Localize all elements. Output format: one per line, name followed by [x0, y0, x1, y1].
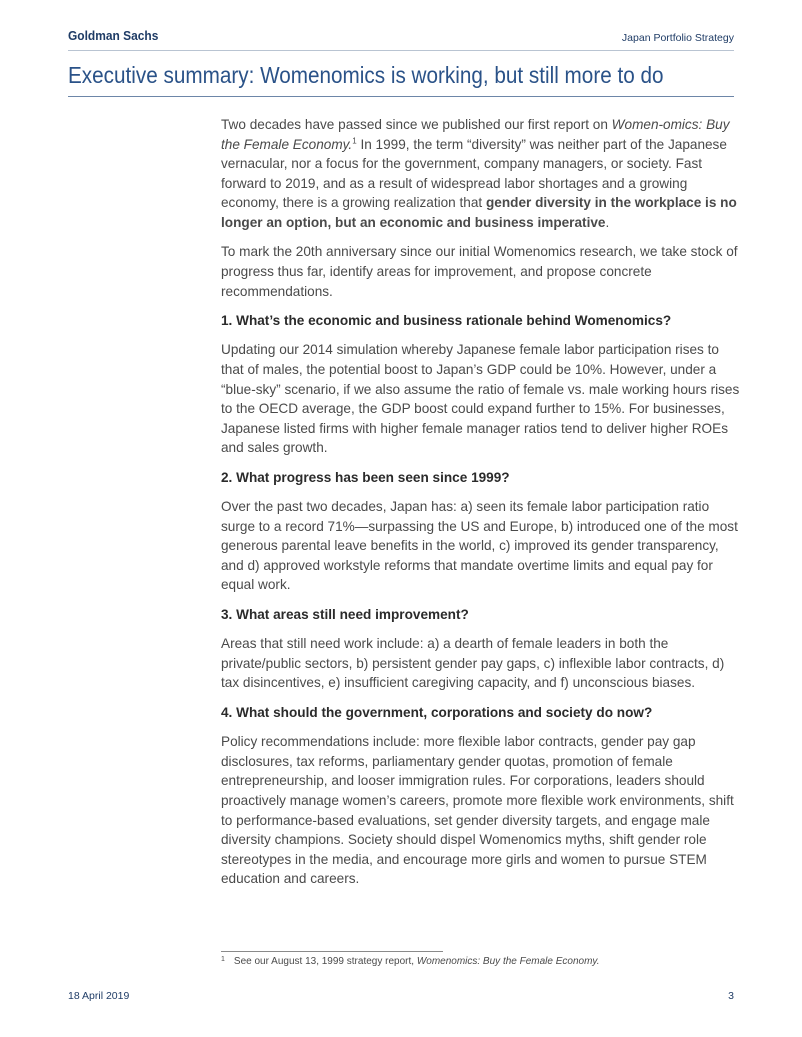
- header-divider: [68, 50, 734, 51]
- section-2-text: Over the past two decades, Japan has: a) seen its female labor participation ratio surge to a record 71%—surpassing the US and Europe, b) introduced one of the most generous parental leave benefits in the world, c) improved its gender transparency, and d) approved workstyle reforms that mandate overtime limits and equal pay for equal work.: [221, 499, 738, 593]
- intro-paragraph-1: Two decades have passed since we published our first report on Women-omics: Buy the Female Economy.$^1$ In 1999, the term “diversity” was neither part of the Japanese vernacular, nor a focus for the government, company managers, or society. Fast forward to 2019, and as a result of widespread labor shortages and a growing economy, there is a growing realization that gender diversity in the workplace is no longer an option, but an economic and business imperative.: [221, 117, 737, 230]
- body-text: [221, 115, 741, 899]
- section-1-text: Updating our 2014 simulation whereby Japanese female labor participation rises to that of males, the potential boost to Japan’s GDP could be 10%. However, under a “blue-sky” scenario, if we also assume the ratio of female vs. male working hours rises to the OECD average, the GDP boost could expand further to 15%. For businesses, Japanese listed firms with higher female manager ratios tend to deliver higher ROEs and sales growth.: [221, 342, 740, 456]
- report-name: Japan Portfolio Strategy: [621, 32, 734, 44]
- section-3-text: Areas that still need work include: a) a dearth of female leaders in both the private/public sectors, b) persistent gender pay gaps, c) inflexible labor contracts, d) tax disincentives, e) insufficient caregiving capacity, and f) unconscious biases.: [221, 636, 725, 691]
- section-2-heading: 2. What progress has been seen since 1999?: [221, 469, 510, 485]
- footnote-report-title: Womenomics: Buy the Female Economy.: [416, 956, 600, 967]
- section-4-heading: 4. What should the government, corporations and society do now?: [221, 704, 653, 720]
- page-number: 3: [728, 990, 734, 1002]
- report-title-italic: Women-omics: Buy the Female Economy.: [221, 117, 730, 152]
- key-point: gender diversity in the workplace is no longer an option, but an economic and business imperative: [221, 195, 737, 230]
- footnote-reference: 1: [352, 136, 357, 146]
- footnote: [221, 956, 599, 967]
- intro-paragraph-2: To mark the 20th anniversary since our initial Womenomics research, we take stock of progress thus far, identify areas for improvement, and propose concrete recommendations.: [221, 244, 738, 299]
- section-4-text: Policy recommendations include: more flexible labor contracts, gender pay gap disclosures, tax reforms, parliamentary gender quotas, promotion of female entrepreneurship, and looser immigration rules. For corporations, leaders should proactively manage women’s careers, promote more flexible work environments, shift to performance-based evaluations, set gender diversity targets, and engage male diversity champions. Society should dispel Womenomics myths, shift gender role stereotypes in the media, and encourage more girls and women to pursue STEM education and careers.: [221, 734, 734, 887]
- title-divider: [68, 96, 734, 97]
- footnote-text: See our August 13, 1999 strategy report,: [233, 956, 417, 967]
- section-3-heading: 3. What areas still need improvement?: [221, 606, 469, 622]
- firm-name: Goldman Sachs: [68, 28, 159, 43]
- section-1-heading: 1. What’s the economic and business rationale behind Womenomics?: [221, 312, 672, 328]
- footnote-number: 1: [221, 956, 225, 963]
- page-title: Executive summary: Womenomics is working, but still more to do: [68, 62, 664, 88]
- publication-date: 18 April 2019: [68, 990, 130, 1002]
- footnote-divider: [221, 951, 443, 952]
